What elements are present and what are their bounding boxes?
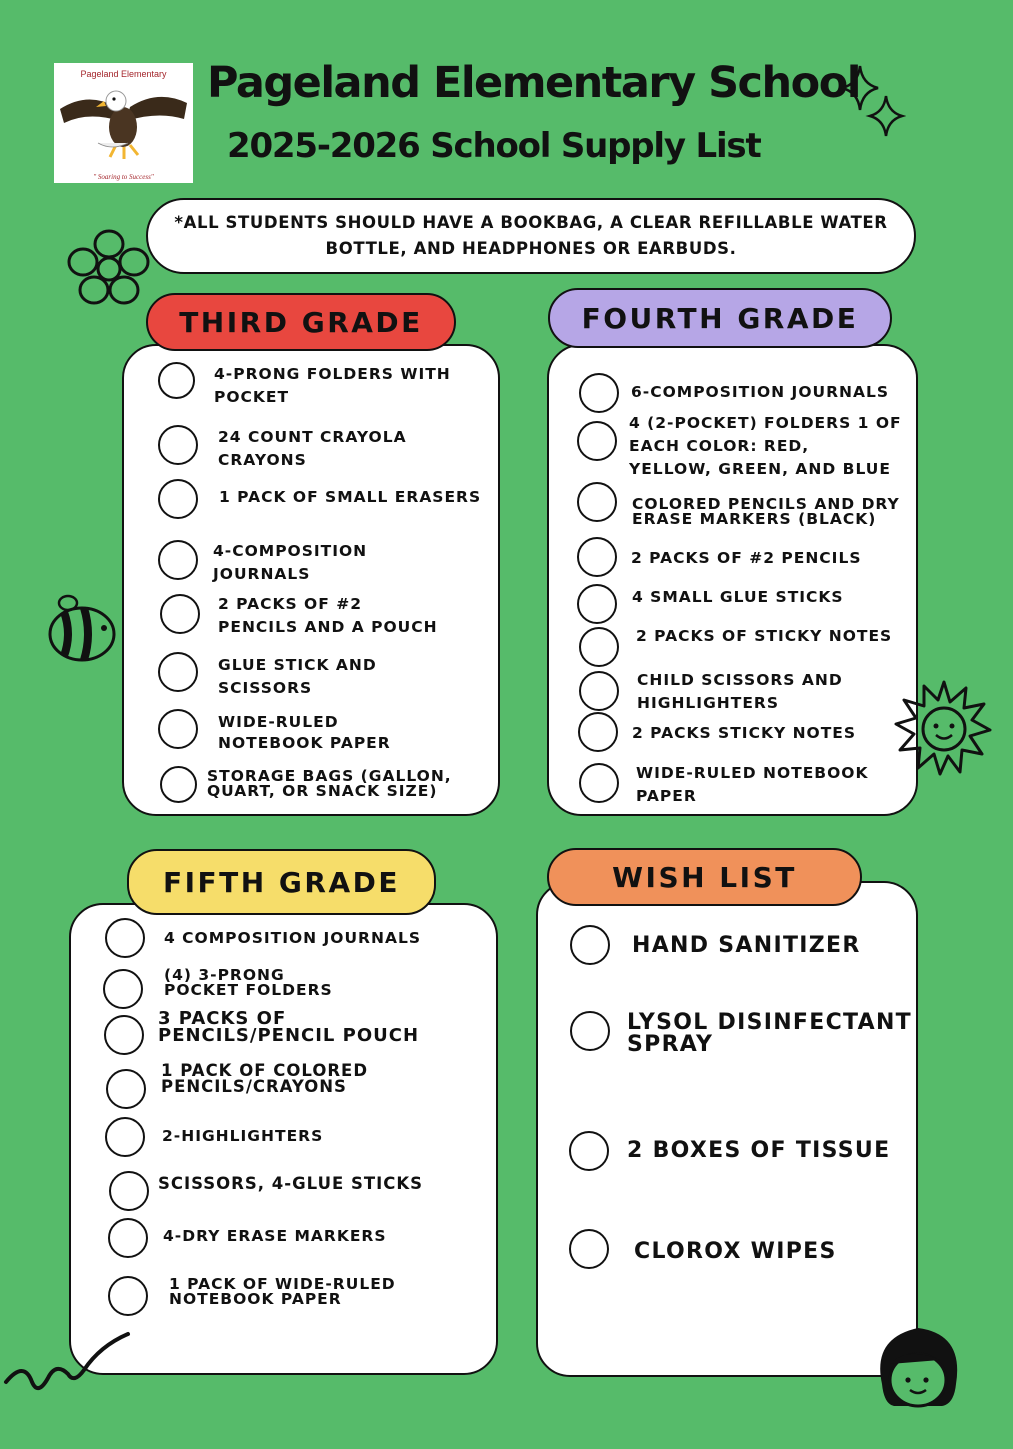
fifth-item-6: SCISSORS, 4-GLUE STICKS	[158, 1174, 424, 1193]
checkbox[interactable]	[578, 712, 618, 752]
fourth-grade-heading: FOURTH GRADE	[548, 288, 892, 348]
logo-text: Pageland Elementary	[80, 69, 167, 79]
fourth-item-5: 4 SMALL GLUE STICKS	[632, 588, 844, 606]
eagle-icon	[58, 81, 189, 163]
checkbox[interactable]	[569, 1229, 609, 1269]
checkbox[interactable]	[160, 594, 200, 634]
fifth-item-1: 4 COMPOSITION JOURNALS	[164, 929, 421, 947]
checkbox[interactable]	[158, 425, 198, 465]
third-item-8: STORAGE BAGS (GALLON, QUART, OR SNACK SIZE)	[207, 767, 452, 800]
wish-item-2: LYSOL DISINFECTANT SPRAY	[627, 1010, 912, 1057]
wish-list-heading: WISH LIST	[547, 848, 862, 906]
fifth-grade-heading: FIFTH GRADE	[127, 849, 436, 915]
fourth-item-2: 4 (2-POCKET) FOLDERS 1 OF EACH COLOR: RED, YELLOW, GREEN, AND BLUE	[629, 414, 902, 478]
fourth-item-7: CHILD SCISSORS AND HIGHLIGHTERS	[637, 671, 843, 712]
wish-item-1: HAND SANITIZER	[632, 933, 861, 958]
school-logo	[54, 63, 193, 183]
checkbox[interactable]	[158, 709, 198, 749]
checkbox[interactable]	[577, 537, 617, 577]
squiggle-icon	[2, 1326, 134, 1396]
checkbox[interactable]	[577, 584, 617, 624]
wish-item-3: 2 BOXES OF TISSUE	[627, 1138, 891, 1163]
fourth-item-4: 2 PACKS OF #2 PENCILS	[631, 549, 862, 567]
third-item-6: GLUE STICK AND SCISSORS	[218, 656, 377, 697]
checkbox[interactable]	[579, 671, 619, 711]
checkbox[interactable]	[108, 1276, 148, 1316]
checkbox[interactable]	[577, 421, 617, 461]
checkbox[interactable]	[160, 766, 197, 803]
third-item-7: WIDE-RULED NOTEBOOK PAPER	[218, 713, 391, 752]
checkbox[interactable]	[579, 627, 619, 667]
fourth-item-3: COLORED PENCILS AND DRY ERASE MARKERS (BLACK)	[632, 495, 900, 528]
checkbox[interactable]	[103, 969, 143, 1009]
fourth-item-9: WIDE-RULED NOTEBOOK PAPER	[636, 764, 869, 805]
checkbox[interactable]	[158, 540, 198, 580]
note-line-2: BOTTLE, AND HEADPHONES OR EARBUDS.	[325, 239, 737, 258]
checkbox[interactable]	[106, 1069, 146, 1109]
page-title: Pageland Elementary School	[207, 58, 860, 108]
checkbox[interactable]	[109, 1171, 149, 1211]
third-item-5: 2 PACKS OF #2 PENCILS AND A POUCH	[218, 595, 438, 636]
fifth-item-2: (4) 3-PRONG POCKET FOLDERS	[164, 966, 333, 999]
checkbox[interactable]	[105, 1117, 145, 1157]
general-note	[146, 198, 916, 274]
checkbox[interactable]	[108, 1218, 148, 1258]
page-subtitle: 2025-2026 School Supply List	[227, 126, 761, 166]
fifth-item-3: 3 PACKS OF PENCILS/PENCIL POUCH	[158, 1008, 420, 1046]
sparkle-icon	[840, 62, 906, 144]
wish-item-4: CLOROX WIPES	[634, 1239, 837, 1264]
fifth-item-5: 2-HIGHLIGHTERS	[162, 1127, 324, 1145]
third-item-2: 24 COUNT CRAYOLA CRAYONS	[218, 428, 407, 469]
checkbox[interactable]	[158, 362, 195, 399]
fourth-item-1: 6-COMPOSITION JOURNALS	[631, 383, 890, 401]
third-item-1: 4-PRONG FOLDERS WITH POCKET	[214, 365, 451, 406]
fourth-item-6: 2 PACKS OF STICKY NOTES	[636, 627, 893, 645]
sun-icon	[894, 678, 994, 778]
third-grade-heading: THIRD GRADE	[146, 293, 456, 351]
checkbox[interactable]	[570, 925, 610, 965]
checkbox[interactable]	[570, 1011, 610, 1051]
checkbox[interactable]	[105, 918, 145, 958]
note-line-1: *ALL STUDENTS SHOULD HAVE A BOOKBAG, A CLEAR REFILLABLE WATER	[174, 213, 888, 232]
checkbox[interactable]	[158, 652, 198, 692]
flower-icon	[66, 228, 152, 310]
third-item-3: 1 PACK OF SMALL ERASERS	[219, 488, 482, 506]
fifth-item-8: 1 PACK OF WIDE-RULED NOTEBOOK PAPER	[169, 1275, 396, 1308]
fifth-item-7: 4-DRY ERASE MARKERS	[163, 1227, 387, 1245]
checkbox[interactable]	[579, 373, 619, 413]
bee-icon	[42, 594, 124, 668]
checkbox[interactable]	[158, 479, 198, 519]
checkbox[interactable]	[104, 1015, 144, 1055]
checkbox[interactable]	[579, 763, 619, 803]
third-item-4: 4-COMPOSITION JOURNALS	[213, 542, 368, 583]
fourth-item-8: 2 PACKS STICKY NOTES	[632, 724, 857, 742]
fifth-item-4: 1 PACK OF COLORED PENCILS/CRAYONS	[161, 1061, 369, 1096]
checkbox[interactable]	[569, 1131, 609, 1171]
smiling-face-icon	[868, 1318, 968, 1418]
checkbox[interactable]	[577, 482, 617, 522]
logo-motto: " Soaring to Success"	[93, 173, 154, 181]
